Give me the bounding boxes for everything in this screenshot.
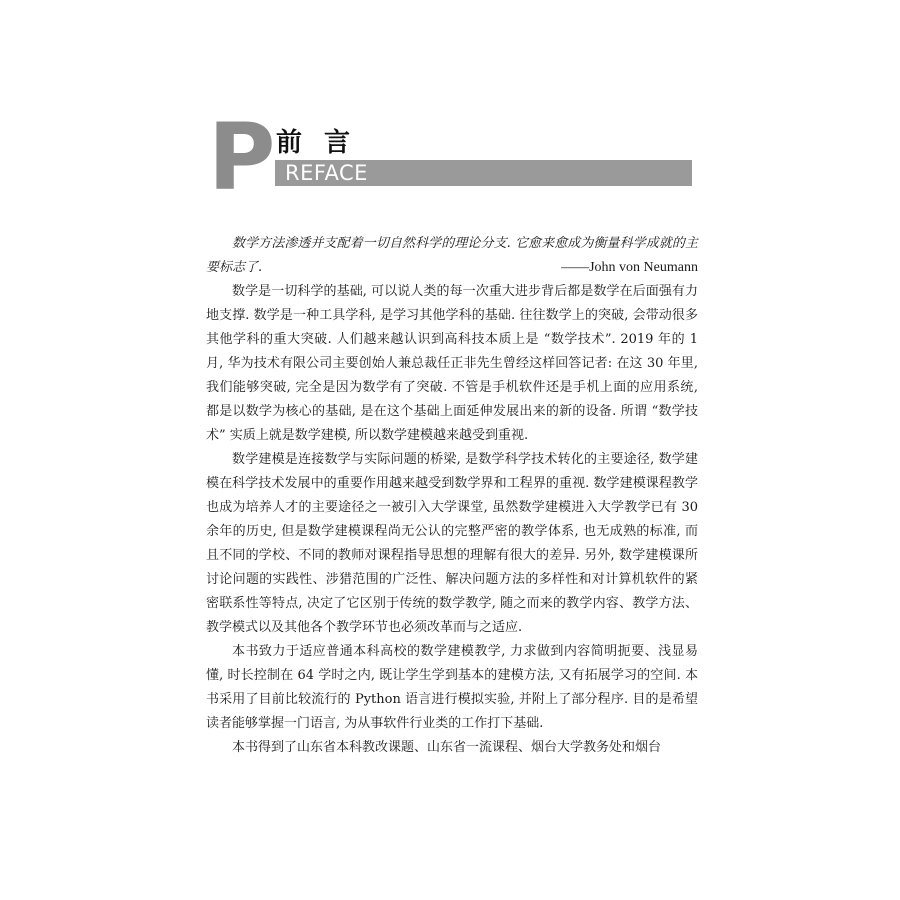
chapter-header	[208, 104, 698, 211]
body-paragraph: 本书得到了山东省本科教改课题、山东省一流课程、烟台大学教务处和烟台	[232, 740, 662, 755]
title-initial-letter: P	[208, 104, 276, 211]
epigraph-quote: 数学方法渗透并支配着一切自然科学的理论分支. 它愈来愈成为衡量科学成就的主要标志了.	[206, 236, 698, 275]
body-paragraph: 数学是一切科学的基础, 可以说人类的每一次重大进步背后都是数学在后面强有力地支撑. 数学是一种工具学科, 是学习其他学科的基础. 往往数学上的突破, 会带动很多其他学科的重大突破. 人们越来越认识到高科技本质上是 “数学技术”. 2019 年的 1 月, 华为技术有限公司主要创始人兼总裁任正非先生曾经这样回答记者: 在这 30 年里, 我们能够突破, 完全是因为数学有了突破. 不管是手机软件还是手机上面的应用系统, 都是以数学为核心的基础, 是在这个基础上面延伸发展出来的新的设备. 所谓 “数学技术” 实质上就是数学建模, 所以数学建模越来越受到重视.	[206, 284, 698, 443]
body-paragraph: 数学建模是连接数学与实际问题的桥梁, 是数学科学技术转化的主要途径, 数学建模在科学技术发展中的重要作用越来越受到数学界和工程界的重视. 数学建模课程教学也成为培养人才的主要途径之一被引入大学课堂, 虽然数学建模进入大学教学已有 30 余年的历史, 但是数学建模课程尚无公认的完整严密的教学体系, 也无成熟的标准, 而且不同的学校、不同的教师对课程指导思想的理解有很大的差异. 另外, 数学建模课所讨论问题的实践性、涉猎范围的广泛性、解决问题方法的多样性和对计算机软件的紧密联系性等特点, 决定了它区别于传统的数学教学, 随之而来的教学内容、教学方法、教学模式以及其他各个教学环节也必须改革而与之适应.	[206, 452, 698, 635]
epigraph-attribution: ——John von Neumann	[561, 260, 698, 275]
english-title-bar	[275, 160, 692, 186]
chapter-title-chinese: 前言	[276, 128, 373, 158]
page-body	[206, 232, 698, 760]
chapter-title-english: REFACE	[285, 161, 368, 185]
body-paragraph: 本书致力于适应普通本科高校的数学建模教学, 力求做到内容简明扼要、浅显易懂, 时长控制在 64 学时之内, 既让学生学到基本的建模方法, 又有拓展学习的空间. 本书采用了目前比较流行的 Python 语言进行模拟实验, 并附上了部分程序. 目的是希望读者能够掌握一门语言, 为从事软件行业类的工作打下基础.	[206, 644, 698, 731]
